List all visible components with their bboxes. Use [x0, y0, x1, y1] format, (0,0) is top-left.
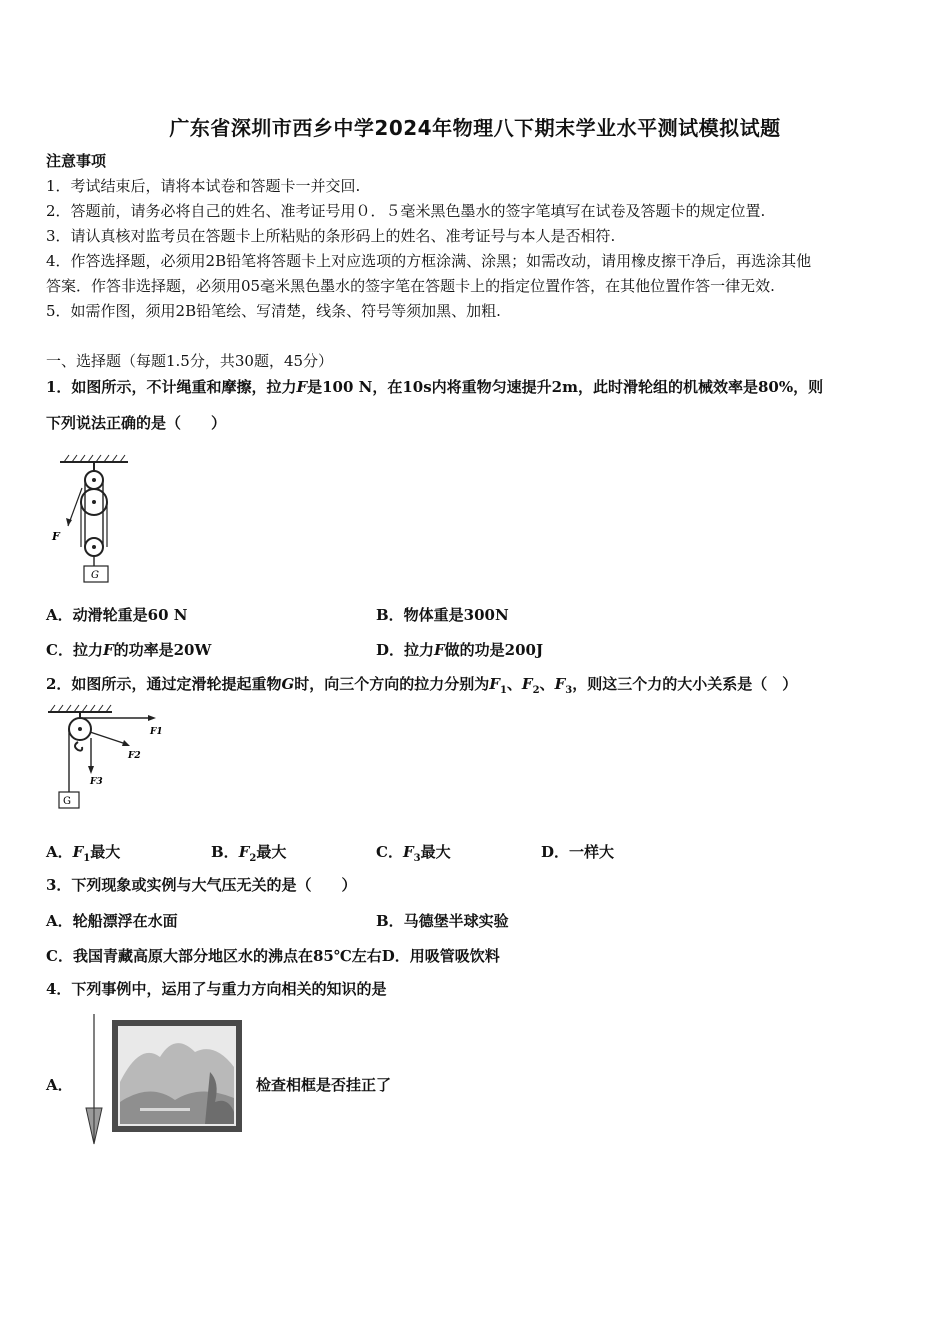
q2-option-text: 最大: [256, 843, 287, 861]
q1-var-F: F: [296, 378, 308, 396]
q2-option-var: F: [402, 843, 414, 861]
q1-stem-part: 是100 N，在10s内将重物匀速提升2m，此时滑轮组的机械效率是80%，则: [307, 378, 824, 396]
q2-option-sub: 2: [249, 853, 257, 864]
q1-option-c-var: F: [102, 641, 114, 659]
q1-option-a[interactable]: A．动滑轮重是60 N: [46, 606, 188, 624]
force-label-f2: F2: [128, 751, 141, 761]
q2-var-F2: F: [521, 675, 533, 693]
q1-option-c-part: 的功率是20W: [113, 641, 212, 659]
force-label-f3: F3: [90, 777, 103, 787]
q1-option-d-var: F: [434, 641, 445, 659]
notice-item: 1．考试结束后，请将本试卷和答题卡一并交回.: [46, 177, 361, 195]
q3-option-cd[interactable]: C．我国青藏高原大部分地区水的沸点在85℃左右D．用吸管吸饮料: [46, 947, 500, 965]
q1-option-c-part: C．拉力: [46, 641, 103, 659]
notice-item: 2．答题前，请务必将自己的姓名、准考证号用０．５毫米黑色墨水的签字笔填写在试卷及答题卡的规定位置.: [46, 202, 766, 220]
q2-stem-part: ，则这三个力的大小关系是（ ）: [572, 675, 798, 693]
force-label-f1: F1: [150, 727, 163, 737]
q3-option-a[interactable]: A．轮船漂浮在水面: [46, 912, 178, 930]
weight-label: G: [91, 570, 99, 581]
question-1-stem-line2: 下列说法正确的是（ ）: [46, 414, 227, 432]
weight-label: G: [63, 796, 71, 807]
q2-sub: 3: [565, 685, 573, 696]
q2-var-F1: F: [489, 675, 500, 693]
q2-option-sub: 1: [83, 853, 91, 864]
notice-heading: 注意事项: [46, 152, 107, 170]
q1-option-d-part: 做的功是200J: [444, 641, 544, 659]
q2-option-b[interactable]: [211, 841, 286, 864]
notice-item: 3．请认真核对监考员在答题卡上所粘贴的条形码上的姓名、准考证号与本人是否相符.: [46, 227, 616, 245]
question-2-stem: [46, 674, 797, 701]
q2-option-text: 最大: [90, 843, 121, 861]
q2-stem-part: 2．如图所示，通过定滑轮提起重物: [46, 675, 282, 693]
q3-option-b[interactable]: B．马德堡半球实验: [376, 912, 509, 930]
q2-var-G: G: [281, 675, 295, 693]
q2-stem-part: 时，向三个方向的拉力分别为: [294, 675, 490, 693]
question-1-stem: [46, 377, 823, 397]
question-4-stem: 4．下列事例中，运用了与重力方向相关的知识的是: [46, 980, 387, 998]
q2-sub: 1: [499, 685, 507, 696]
page-title: 广东省深圳市西乡中学2024年物理八下期末学业水平测试模拟试题: [169, 116, 781, 140]
q2-option-prefix: B．: [211, 843, 239, 861]
q2-option-d[interactable]: D．一样大: [541, 843, 615, 861]
q2-option-sub: 3: [413, 853, 421, 864]
pulley-block-figure: [46, 452, 136, 584]
q2-sep: 、: [539, 675, 555, 693]
q1-option-c[interactable]: [46, 639, 211, 660]
section-heading: 一、选择题（每题1.5分，共30题，45分）: [46, 352, 334, 370]
q2-option-var: F: [72, 843, 84, 861]
q1-option-d[interactable]: [376, 639, 543, 660]
plumb-line-picture-frame-figure: [80, 1012, 250, 1152]
notice-item: 4．作答选择题，必须用2B铅笔将答题卡上对应选项的方框涂满、涂黑；如需改动，请用橡皮擦干净后，再选涂其他: [46, 252, 812, 270]
q2-option-text: 最大: [420, 843, 451, 861]
q4-option-a-label[interactable]: A．: [46, 1076, 73, 1094]
q1-option-d-part: D．拉力: [376, 641, 435, 659]
notice-item: 5．如需作图，须用2B铅笔绘、写清楚，线条、符号等须加黑、加粗.: [46, 302, 501, 320]
q1-option-b[interactable]: B．物体重是300N: [376, 606, 509, 624]
q2-sub: 2: [532, 685, 540, 696]
q1-stem-part: 1．如图所示，不计绳重和摩擦，拉力: [46, 378, 297, 396]
fixed-pulley-figure: [46, 702, 176, 812]
q2-option-prefix: A．: [46, 843, 73, 861]
notice-item: 答案．作答非选择题，必须用05毫米黑色墨水的签字笔在答题卡上的指定位置作答，在其他位置作答一律无效.: [46, 277, 775, 295]
q4-option-a-text: 检查相框是否挂正了: [256, 1076, 392, 1094]
q2-option-var: F: [238, 843, 250, 861]
q2-var-F3: F: [554, 675, 566, 693]
q2-sep: 、: [506, 675, 522, 693]
q2-option-prefix: C．: [376, 843, 403, 861]
q2-option-a[interactable]: [46, 841, 120, 864]
q2-option-c[interactable]: [376, 841, 451, 864]
question-3-stem: 3．下列现象或实例与大气压无关的是（ ）: [46, 876, 357, 894]
force-label: F: [52, 530, 60, 543]
